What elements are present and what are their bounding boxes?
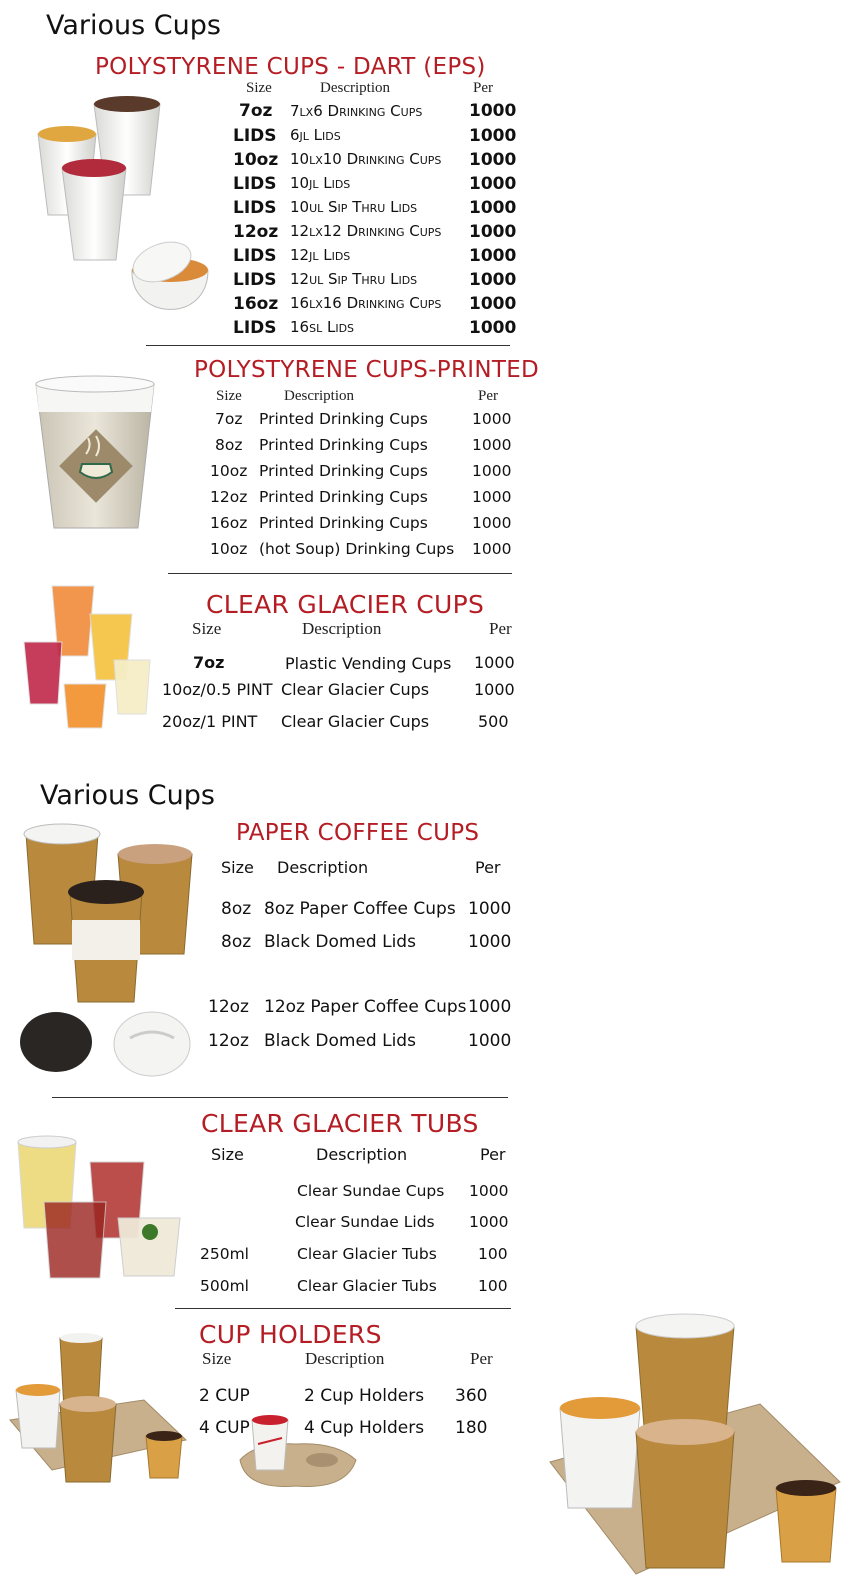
size-cell: LIDS [233, 318, 277, 338]
per-cell: 1000 [472, 540, 512, 558]
description-cell: 8oz Paper Coffee Cups [264, 899, 456, 919]
per-cell: 100 [478, 1277, 508, 1295]
section-title-glacier-cups: CLEAR GLACIER CUPS [206, 590, 485, 619]
per-cell: 1000 [468, 932, 512, 952]
description-cell: Printed Drinking Cups [259, 410, 428, 428]
description-cell: 10lx10 Drinking Cups [290, 150, 442, 168]
printed-cup-image [30, 372, 160, 532]
page-heading-2: Various Cups [40, 780, 215, 811]
per-cell: 360 [455, 1386, 488, 1406]
per-cell: 1000 [468, 1031, 512, 1051]
per-cell: 1000 [472, 514, 512, 532]
col-header-per: Per [478, 388, 498, 404]
description-cell: Clear Glacier Cups [281, 712, 430, 731]
description-cell: Clear Sundae Lids [295, 1213, 435, 1231]
description-cell: 12oz Paper Coffee Cups [264, 997, 467, 1017]
per-cell: 1000 [469, 126, 517, 146]
size-cell: 7oz [215, 410, 243, 428]
description-cell: Printed Drinking Cups [259, 462, 428, 480]
divider [52, 1097, 508, 1098]
juice-cups-image [20, 580, 160, 730]
col-header-description: Description [316, 1145, 408, 1164]
size-cell: 4 CUP [199, 1418, 250, 1438]
col-header-size: Size [202, 1349, 232, 1368]
description-cell: Printed Drinking Cups [259, 514, 428, 532]
divider [168, 573, 512, 574]
per-cell: 1000 [469, 270, 517, 290]
col-header-size: Size [211, 1145, 244, 1164]
col-header-per: Per [475, 858, 501, 877]
two-cup-holder-image [236, 1414, 360, 1492]
size-cell: 500ml [200, 1277, 249, 1295]
description-cell: 2 Cup Holders [304, 1386, 425, 1406]
size-cell: LIDS [233, 270, 277, 290]
per-cell: 1000 [469, 246, 517, 266]
per-cell: 1000 [472, 410, 512, 428]
size-cell: 12oz [208, 997, 249, 1017]
description-cell: Black Domed Lids [264, 932, 416, 952]
size-cell: 2 CUP [199, 1386, 250, 1406]
per-cell: 1000 [474, 653, 515, 672]
col-header-description: Description [284, 388, 354, 404]
page-heading: Various Cups [46, 10, 221, 41]
size-cell: 8oz [221, 932, 252, 952]
four-cup-holder-image [4, 1330, 190, 1495]
description-cell: 7lx6 Drinking Cups [290, 102, 423, 120]
col-header-description: Description [320, 80, 390, 96]
description-cell: Clear Glacier Tubs [297, 1245, 437, 1263]
size-cell: 10oz [210, 462, 248, 480]
col-header-per: Per [470, 1349, 493, 1368]
size-cell: LIDS [233, 246, 277, 266]
size-cell: 12oz [233, 222, 279, 242]
size-cell: 16oz [233, 294, 279, 314]
description-cell: Clear Glacier Tubs [297, 1277, 437, 1295]
size-cell: 12oz [208, 1031, 249, 1051]
size-cell: 7oz [193, 653, 225, 672]
per-cell: 1000 [469, 318, 517, 338]
size-cell: 250ml [200, 1245, 249, 1263]
description-cell: 12lx12 Drinking Cups [290, 222, 442, 240]
glacier-tubs-image [14, 1132, 189, 1287]
divider [146, 345, 510, 346]
size-cell: 10oz/0.5 PINT [162, 680, 273, 699]
size-cell: 16oz [210, 514, 248, 532]
description-cell: 12ul Sip Thru Lids [290, 270, 418, 288]
col-header-description: Description [277, 858, 369, 877]
per-cell: 180 [455, 1418, 488, 1438]
per-cell: 1000 [474, 680, 515, 699]
size-cell: 10oz [210, 540, 248, 558]
col-header-description: Description [305, 1349, 385, 1368]
size-cell: LIDS [233, 174, 277, 194]
description-cell: (hot Soup) Drinking Cups [259, 540, 455, 558]
description-cell: Clear Glacier Cups [281, 680, 430, 699]
per-cell: 1000 [469, 222, 517, 242]
section-title-glacier-tubs: CLEAR GLACIER TUBS [201, 1109, 479, 1138]
foam-cups-image [30, 90, 220, 340]
section-title-printed: POLYSTYRENE CUPS-PRINTED [194, 357, 540, 383]
per-cell: 1000 [469, 1182, 509, 1200]
description-cell: 16sl Lids [290, 318, 355, 336]
size-cell: 20oz/1 PINT [162, 712, 258, 731]
description-cell: 6jl Lids [290, 126, 341, 144]
per-cell: 1000 [469, 150, 517, 170]
per-cell: 1000 [469, 174, 517, 194]
col-header-per: Per [480, 1145, 506, 1164]
description-cell: Printed Drinking Cups [259, 436, 428, 454]
col-header-per: Per [489, 619, 512, 638]
size-cell: LIDS [233, 198, 277, 218]
description-cell: Printed Drinking Cups [259, 488, 428, 506]
large-cup-holder-image [544, 1312, 844, 1587]
per-cell: 500 [478, 712, 509, 731]
description-cell: Clear Sundae Cups [297, 1182, 445, 1200]
per-cell: 1000 [472, 462, 512, 480]
per-cell: 100 [478, 1245, 508, 1263]
per-cell: 1000 [469, 101, 517, 121]
per-cell: 1000 [472, 488, 512, 506]
description-cell: Black Domed Lids [264, 1031, 416, 1051]
section-title-cup-holders: CUP HOLDERS [199, 1320, 382, 1349]
divider [175, 1308, 511, 1309]
size-cell: 12oz [210, 488, 248, 506]
description-cell: 10jl Lids [290, 174, 351, 192]
description-cell: 12jl Lids [290, 246, 351, 264]
col-header-per: Per [473, 80, 493, 96]
per-cell: 1000 [468, 899, 512, 919]
description-cell: 4 Cup Holders [304, 1418, 425, 1438]
size-cell: 7oz [239, 101, 273, 121]
per-cell: 1000 [469, 198, 517, 218]
size-cell: 8oz [221, 899, 252, 919]
description-cell: Plastic Vending Cups [285, 654, 452, 673]
col-header-size: Size [216, 388, 242, 404]
col-header-description: Description [302, 619, 382, 638]
per-cell: 1000 [468, 997, 512, 1017]
size-cell: LIDS [233, 126, 277, 146]
per-cell: 1000 [469, 1213, 509, 1231]
size-cell: 10oz [233, 150, 279, 170]
description-cell: 16lx16 Drinking Cups [290, 294, 442, 312]
per-cell: 1000 [469, 294, 517, 314]
section-title-paper-coffee: PAPER COFFEE CUPS [236, 820, 480, 846]
paper-coffee-cups-image [18, 820, 203, 1085]
per-cell: 1000 [472, 436, 512, 454]
col-header-size: Size [221, 858, 254, 877]
col-header-size: Size [246, 80, 272, 96]
description-cell: 10ul Sip Thru Lids [290, 198, 418, 216]
col-header-size: Size [192, 619, 222, 638]
section-title-dart: POLYSTYRENE CUPS - DART (EPS) [95, 54, 486, 80]
size-cell: 8oz [215, 436, 243, 454]
